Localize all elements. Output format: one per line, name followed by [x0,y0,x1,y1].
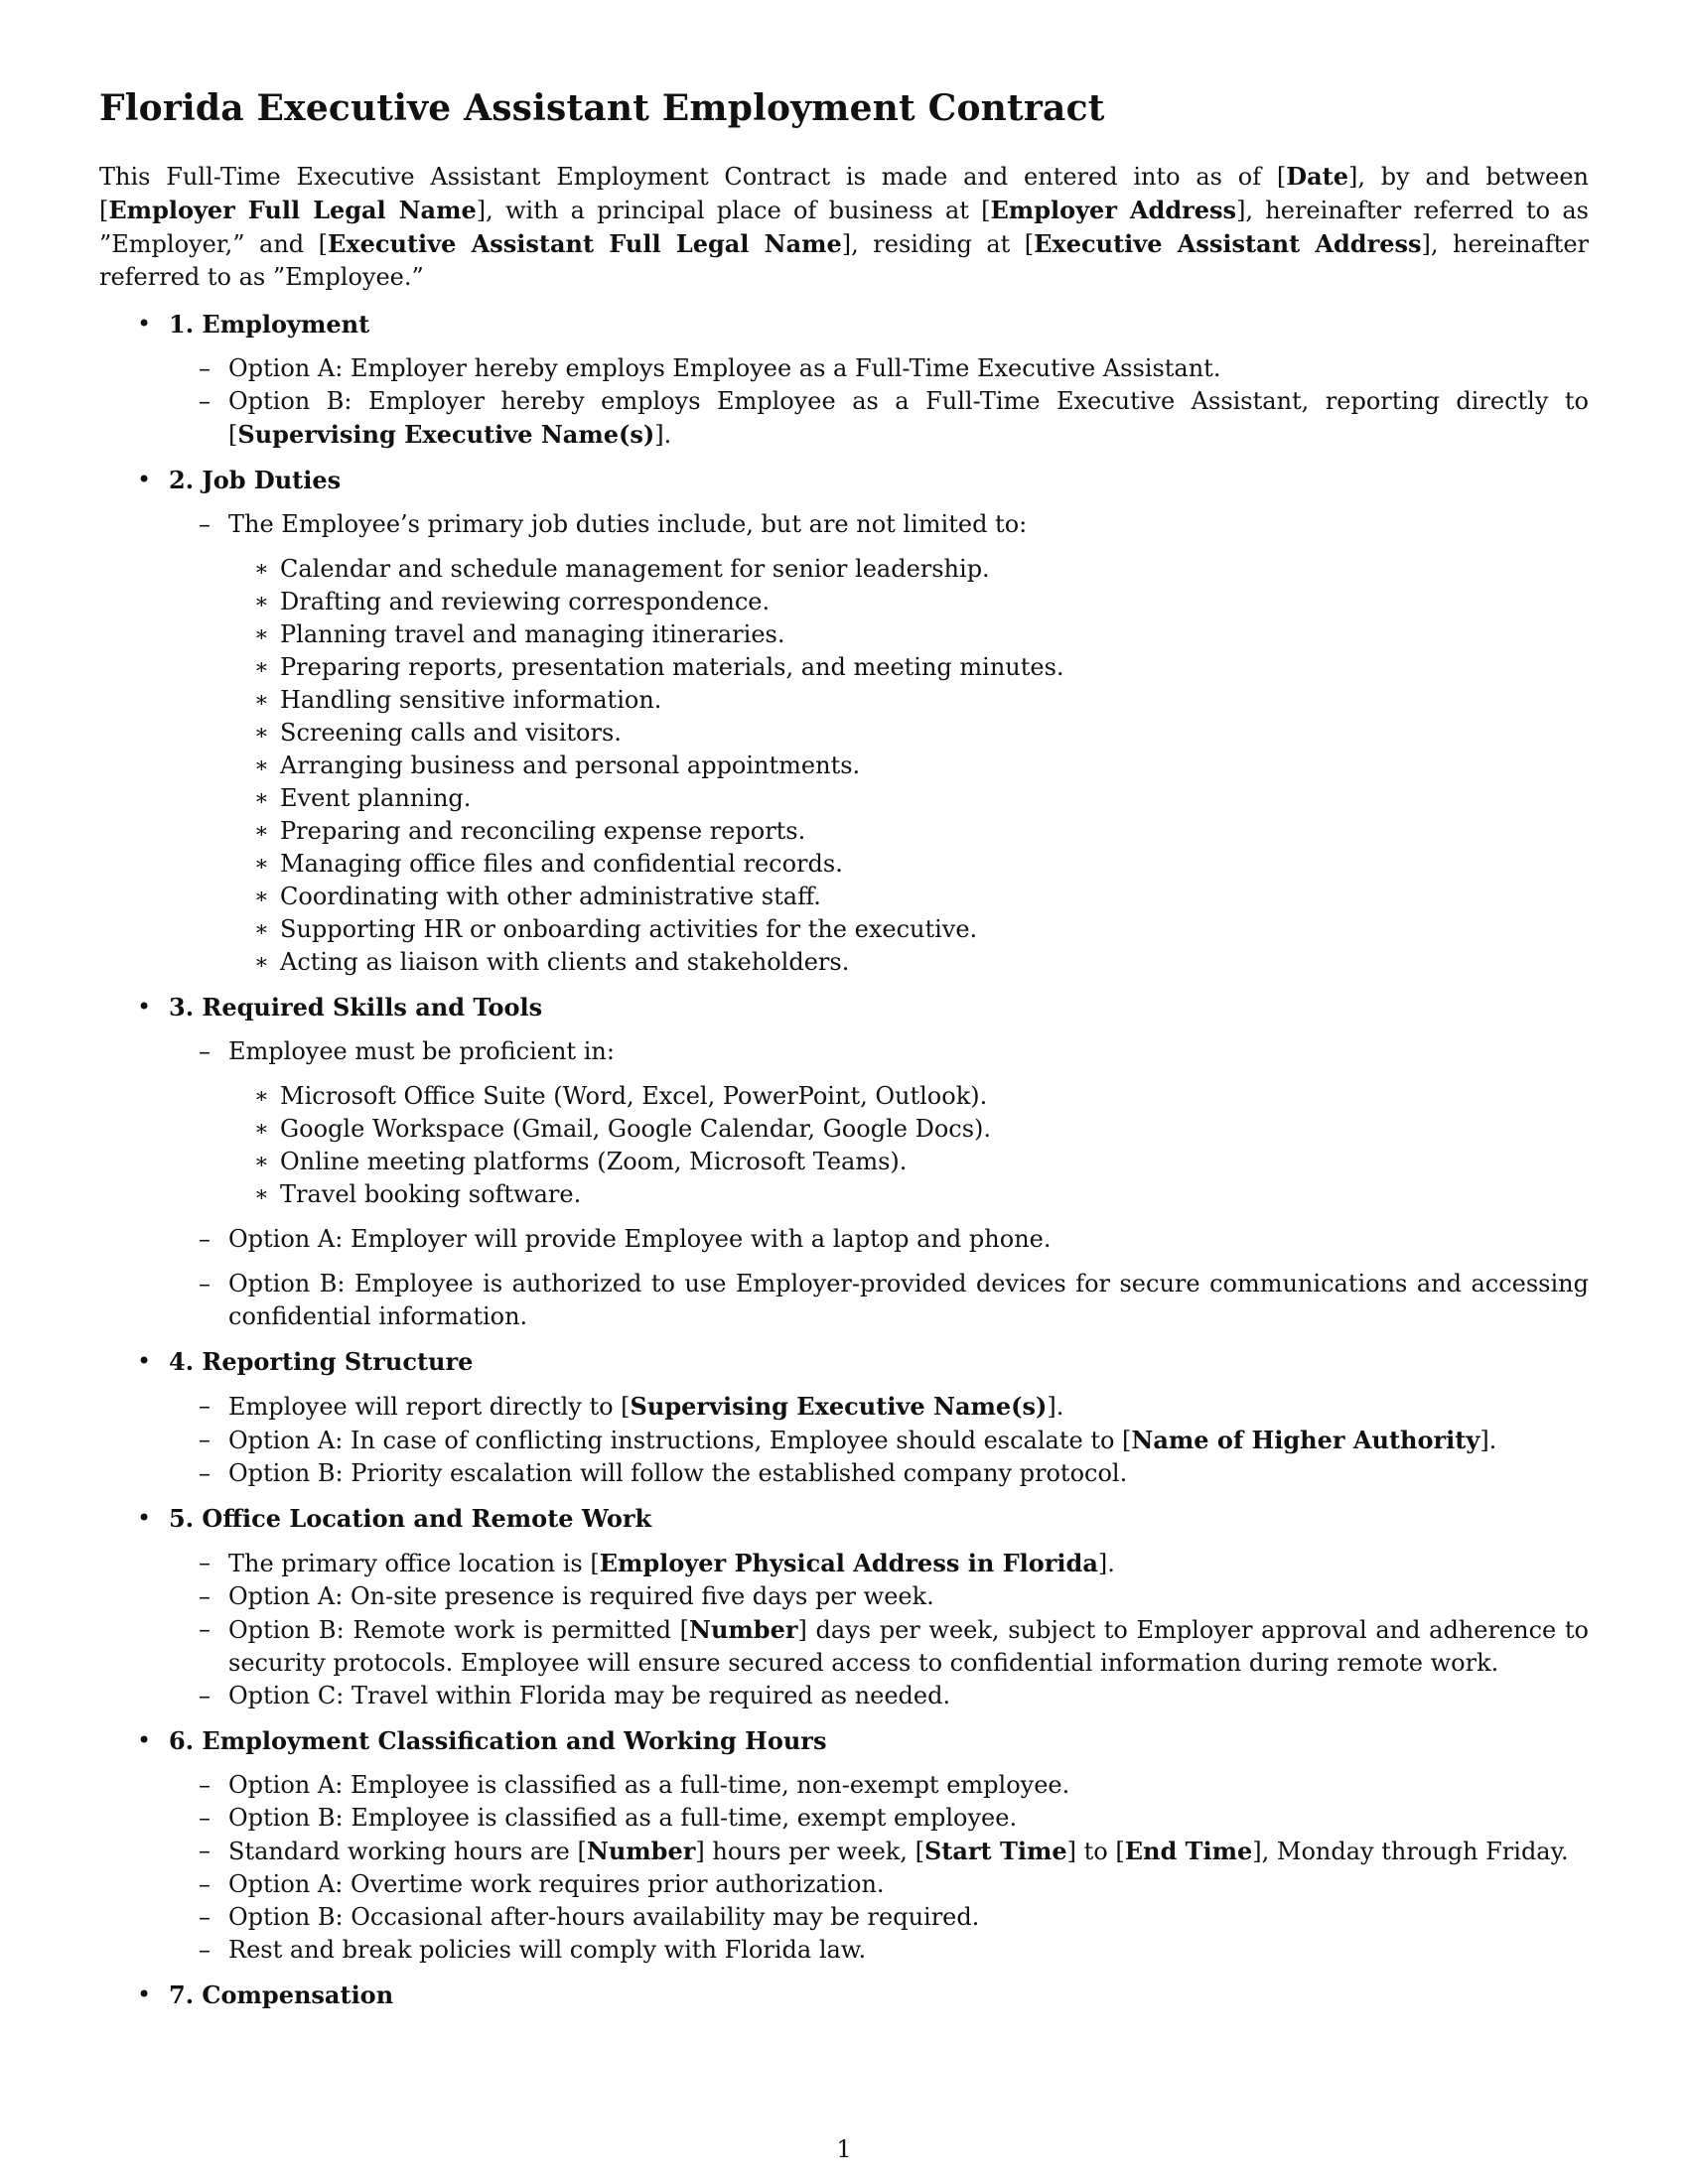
asterisk-icon: ∗ [254,721,269,747]
duty-item [228,913,1589,946]
asterisk-icon: ∗ [254,1182,269,1208]
document-title: Florida Executive Assistant Employment Contract [99,87,1105,129]
dash-icon: – [199,1426,211,1454]
placeholder-supervising-executive: Supervising Executive Name(s) [630,1392,1048,1422]
list-item [169,1613,1589,1680]
sub-list [169,1769,1589,1967]
duty-text: Event planning. [280,784,472,813]
duty-item [228,651,1589,684]
section-title: 2. Job Duties [169,466,342,495]
placeholder-supervising-executive: Supervising Executive Name(s) [237,420,655,450]
dash-icon: – [199,1549,211,1577]
item-text: The Employee’s primary job duties include, but are not limited to: [228,510,1028,539]
dash-icon: – [199,1270,211,1298]
asterisk-icon: ∗ [254,688,269,714]
placeholder-employer-name: Employer Full Legal Name [108,196,477,225]
dash-icon: – [199,510,211,539]
list-item [169,385,1589,452]
bullet-icon: • [137,466,152,494]
section-job-duties [99,464,1589,979]
list-item [169,508,1589,979]
list-item [169,1457,1589,1490]
placeholder-number: Number [689,1615,798,1645]
item-text: Option A: Employer will provide Employee with a laptop and phone. [228,1225,1052,1254]
asterisk-icon: ∗ [254,590,269,615]
intro-text: ], hereinafter referred to as ”Employee.” [99,230,1589,292]
sub-list [169,352,1589,452]
dash-icon: – [199,1771,211,1800]
duty-item [228,815,1589,848]
section-office-location [99,1502,1589,1712]
dash-icon: – [199,1870,211,1899]
list-item [169,1680,1589,1712]
item-text: ]. [1479,1427,1497,1455]
list-item [169,1268,1589,1333]
dash-icon: – [199,354,211,383]
duty-item [228,848,1589,881]
skill-item [228,1113,1589,1146]
list-item [169,1934,1589,1967]
item-text: Option A: Overtime work requires prior authorization. [228,1870,885,1899]
section-title: 3. Required Skills and Tools [169,993,543,1023]
asterisk-icon: ∗ [254,1084,269,1110]
item-text: Option B: Occasional after-hours availability may be required. [228,1903,980,1932]
item-text: Rest and break policies will comply with Florida law. [228,1936,867,1965]
document-page [99,87,1589,2023]
duty-item [228,717,1589,750]
list-item [169,1580,1589,1613]
dash-icon: – [199,1903,211,1932]
intro-text: ], with a principal place of business at [ [476,197,991,225]
dash-icon: – [199,1936,211,1965]
dash-icon: – [199,387,211,416]
dash-icon: – [199,1582,211,1611]
skill-item [228,1080,1589,1113]
sub-list [169,1035,1589,1333]
duties-list [228,553,1589,979]
item-text: ]. [654,421,672,450]
dash-icon: – [199,1037,211,1066]
intro-paragraph [99,160,1589,294]
list-item [169,1868,1589,1901]
duty-text: Arranging business and personal appointments. [280,751,861,780]
dash-icon: – [199,1392,211,1421]
list-item [169,352,1589,385]
bullet-icon: • [137,1347,152,1376]
dash-icon: – [199,1837,211,1865]
asterisk-icon: ∗ [254,622,269,648]
intro-text: This Full-Time Executive Assistant Employment Contract is made and entered into as of [ [99,163,1287,192]
dash-icon: – [199,1459,211,1488]
placeholder-end-time: End Time [1124,1837,1253,1866]
intro-text: ], hereinafter referred to as ”Employer,” and [ [99,197,1589,259]
bullet-icon: • [137,993,152,1022]
asterisk-icon: ∗ [254,1150,269,1175]
page-number: 1 [836,2135,852,2163]
bullet-icon: • [137,1726,152,1755]
duty-item [228,586,1589,618]
duty-item [228,946,1589,979]
section-title: 1. Employment [169,310,370,340]
item-text: Option A: In case of conflicting instructions, Employee should escalate to [ [228,1427,1132,1455]
duty-text: Supporting HR or onboarding activities for the executive. [280,915,978,944]
item-text: ]. [1097,1550,1115,1578]
list-item [169,1835,1589,1868]
section-title: 4. Reporting Structure [169,1347,474,1377]
item-text: The primary office location is [ [228,1550,600,1578]
bullet-icon: • [137,1504,152,1533]
placeholder-physical-address: Employer Physical Address in Florida [599,1549,1098,1578]
duty-item [228,618,1589,651]
skill-text: Travel booking software. [280,1180,582,1209]
placeholder-start-time: Start Time [923,1837,1067,1866]
skill-text: Microsoft Office Suite (Word, Excel, PowerPoint, Outlook). [280,1082,988,1111]
intro-text: ], by and between [ [99,163,1589,225]
item-text: Option A: Employer hereby employs Employee as a Full-Time Executive Assistant. [228,354,1221,383]
section-classification-hours [99,1724,1589,1967]
duty-item [228,684,1589,717]
item-text: Option A: On-site presence is required five days per week. [228,1582,934,1611]
item-text: ] hours per week, [ [695,1838,924,1866]
item-text: Option B: Remote work is permitted [ [228,1616,689,1645]
duty-text: Planning travel and managing itineraries. [280,620,785,649]
item-text: Option B: Employee is classified as a full-time, exempt employee. [228,1804,1018,1833]
bullet-icon: • [137,1980,152,2009]
asterisk-icon: ∗ [254,786,269,812]
item-text: Option A: Employee is classified as a full-time, non-exempt employee. [228,1771,1070,1800]
duty-text: Preparing reports, presentation materials, and meeting minutes. [280,653,1064,682]
intro-text: ], residing at [ [841,230,1035,259]
item-text: Option B: Employer hereby employs Employee as a Full-Time Executive Assistant, reporting directly to [ [228,387,1589,450]
placeholder-date: Date [1286,162,1348,192]
sub-list [169,1390,1589,1490]
asterisk-icon: ∗ [254,917,269,943]
item-text: ], Monday through Friday. [1252,1838,1569,1866]
duty-text: Acting as liaison with clients and stakeholders. [280,948,850,977]
item-text: ]. [1047,1393,1064,1422]
duty-text: Preparing and reconciling expense reports. [280,817,806,846]
item-text: Option B: Employee is authorized to use Employer-provided devices for secure communications and accessing confidential information. [228,1270,1589,1331]
section-employment [99,308,1589,452]
section-list [99,308,1589,2011]
placeholder-assistant-name: Executive Assistant Full Legal Name [328,229,842,259]
section-title: 7. Compensation [169,1980,394,2010]
list-item [169,1547,1589,1580]
dash-icon: – [199,1615,211,1644]
list-item [169,1802,1589,1835]
section-title: 5. Office Location and Remote Work [169,1504,652,1534]
item-text: Employee must be proficient in: [228,1037,615,1066]
duty-text: Managing office files and confidential records. [280,850,843,879]
section-required-skills [99,991,1589,1333]
item-text: Standard working hours are [ [228,1838,587,1866]
duty-text: Drafting and reviewing correspondence. [280,588,771,616]
asterisk-icon: ∗ [254,819,269,845]
duty-text: Handling sensitive information. [280,686,662,715]
duty-text: Calendar and schedule management for senior leadership. [280,555,990,584]
asterisk-icon: ∗ [254,950,269,976]
duty-item [228,750,1589,782]
list-item [169,1769,1589,1802]
asterisk-icon: ∗ [254,655,269,681]
list-item [169,1035,1589,1211]
asterisk-icon: ∗ [254,885,269,910]
dash-icon: – [199,1225,211,1254]
asterisk-icon: ∗ [254,1117,269,1143]
duty-text: Coordinating with other administrative staff. [280,883,821,911]
skill-item [228,1178,1589,1211]
section-compensation [99,1979,1589,2011]
list-item [169,1223,1589,1256]
item-text: ] days per week, subject to Employer approval and adherence to security protocols. Employee will ensure secured access to confidential information during remote work. [228,1616,1589,1678]
placeholder-assistant-address: Executive Assistant Address [1034,229,1422,259]
skill-text: Google Workspace (Gmail, Google Calendar, Google Docs). [280,1115,992,1144]
asterisk-icon: ∗ [254,852,269,878]
placeholder-employer-address: Employer Address [990,196,1237,225]
asterisk-icon: ∗ [254,557,269,583]
item-text: Employee will report directly to [ [228,1393,631,1422]
skills-list [228,1080,1589,1211]
item-text: ] to [ [1066,1838,1125,1866]
placeholder-number: Number [586,1837,696,1866]
dash-icon: – [199,1804,211,1833]
item-text: Option B: Priority escalation will follow the established company protocol. [228,1459,1128,1488]
section-title: 6. Employment Classification and Working Hours [169,1726,827,1756]
bullet-icon: • [137,310,152,339]
placeholder-higher-authority: Name of Higher Authority [1131,1426,1480,1455]
list-item [169,1901,1589,1934]
dash-icon: – [199,1682,211,1710]
list-item [169,1390,1589,1424]
skill-item [228,1146,1589,1178]
section-reporting-structure [99,1345,1589,1490]
skill-text: Online meeting platforms (Zoom, Microsoft Teams). [280,1148,908,1176]
sub-list [169,1547,1589,1712]
duty-item [228,881,1589,913]
item-text: Option C: Travel within Florida may be required as needed. [228,1682,951,1710]
list-item [169,1424,1589,1457]
duty-item [228,553,1589,586]
sub-list [169,508,1589,979]
duty-text: Screening calls and visitors. [280,719,622,748]
duty-item [228,782,1589,815]
asterisk-icon: ∗ [254,753,269,779]
